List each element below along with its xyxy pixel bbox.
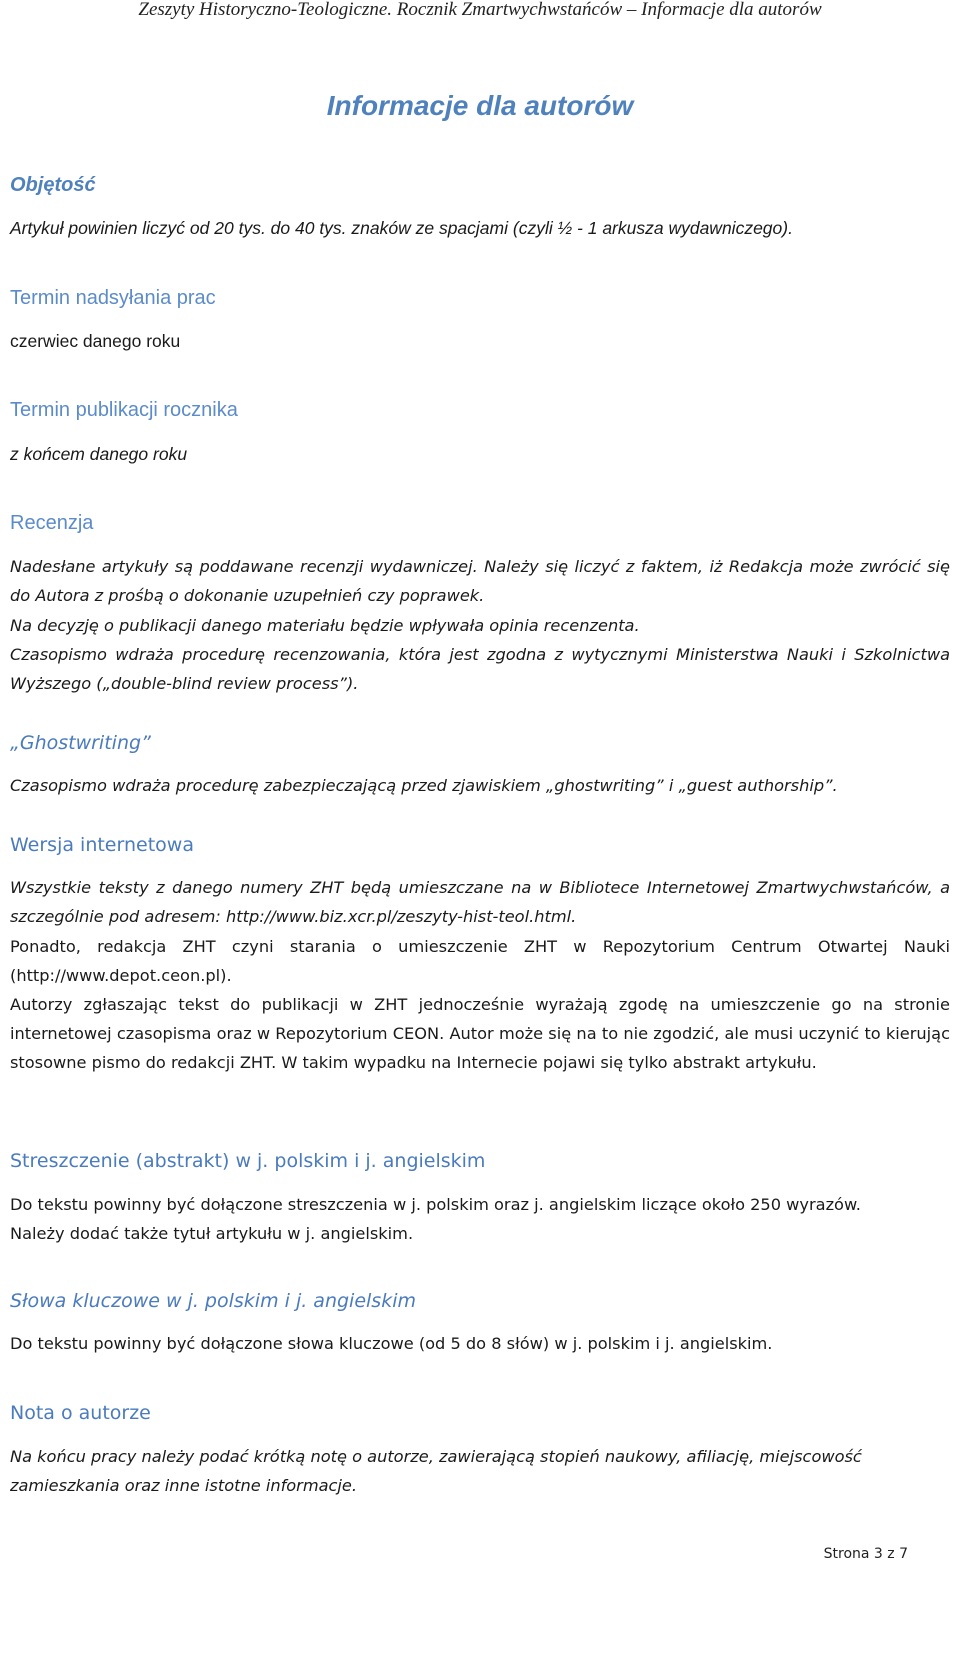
section-text-nota: Na końcu pracy należy podać krótką notę o autorze, zawierającą stopień naukowy, afiliację, miejscowość zamieszkania oraz inne istotne informacje. <box>10 1447 862 1495</box>
running-header: Zeszyty Historyczno-Teologiczne. Rocznik Zmartwychwstańców – Informacje dla autorów <box>138 0 822 20</box>
section-text-wersja-p3: Autorzy zgłaszając tekst do publikacji w ZHT jednocześnie wyrażają zgodę na umieszczenie go na stronie internetowej czasopisma oraz w Repozytorium CEON. Autor może się na to nie zgodzić, ale musi uczynić to kierując stosowne pismo do redakcji ZHT. W takim wypadku na Internecie pojawi się tylko abstrakt artykułu. <box>10 995 950 1072</box>
section-heading-wersja-internetowa: Wersja internetowa <box>10 834 194 856</box>
page-title: Informacje dla autorów <box>326 90 634 121</box>
section-text-recenzja-p2: Na decyzję o publikacji danego materiału będzie wpływała opinia recenzenta. <box>10 616 640 635</box>
section-heading-termin-nadsylania: Termin nadsyłania prac <box>10 287 216 309</box>
section-heading-streszczenie: Streszczenie (abstrakt) w j. polskim i j. angielskim <box>10 1150 486 1172</box>
section-heading-termin-publikacji: Termin publikacji rocznika <box>10 399 238 421</box>
section-heading-nota: Nota o autorze <box>10 1402 151 1424</box>
section-text-objetosc: Artykuł powinien liczyć od 20 tys. do 40 tys. znaków ze spacjami (czyli ½ - 1 arkusza wydawniczego). <box>10 218 793 238</box>
section-text-ghostwriting: Czasopismo wdraża procedurę zabezpieczającą przed zjawiskiem „ghostwriting” i „guest authorship”. <box>10 776 838 795</box>
page-number: Strona 3 z 7 <box>823 1546 908 1562</box>
section-text-wersja-p1: Wszystkie teksty z danego numery ZHT będą umieszczane na w Bibliotece Internetowej Zmartwychwstańców, a szczególnie pod adresem: http://www.biz.xcr.pl/zeszyty-hist-teol.html. <box>10 878 950 926</box>
section-text-streszczenie-p1: Do tekstu powinny być dołączone streszczenia w j. polskim oraz j. angielskim liczące około 250 wyrazów. <box>10 1195 861 1214</box>
section-text-slowa-kluczowe: Do tekstu powinny być dołączone słowa kluczowe (od 5 do 8 słów) w j. polskim i j. angielskim. <box>10 1334 773 1353</box>
section-text-termin-nadsylania: czerwiec danego roku <box>10 331 181 351</box>
section-heading-ghostwriting: „Ghostwriting” <box>10 732 151 754</box>
section-heading-recenzja: Recenzja <box>10 512 94 534</box>
section-text-streszczenie-p2: Należy dodać także tytuł artykułu w j. angielskim. <box>10 1224 414 1243</box>
section-text-recenzja-p1: Nadesłane artykuły są poddawane recenzji wydawniczej. Należy się liczyć z faktem, iż Redakcja może zwrócić się do Autora z prośbą o dokonanie uzupełnień czy poprawek. <box>10 557 950 605</box>
section-text-recenzja-p3: Czasopismo wdraża procedurę recenzowania, która jest zgodna z wytycznymi Ministerstwa Nauki i Szkolnictwa Wyższego („double-blind review process”). <box>10 645 950 693</box>
section-text-wersja-p2: Ponadto, redakcja ZHT czyni starania o umieszczenie ZHT w Repozytorium Centrum Otwartej Nauki (http://www.depot.ceon.pl). <box>10 937 950 985</box>
section-heading-objetosc: Objętość <box>10 174 96 196</box>
section-text-termin-publikacji: z końcem danego roku <box>10 444 188 464</box>
section-heading-slowa-kluczowe: Słowa kluczowe w j. polskim i j. angielskim <box>10 1290 416 1312</box>
